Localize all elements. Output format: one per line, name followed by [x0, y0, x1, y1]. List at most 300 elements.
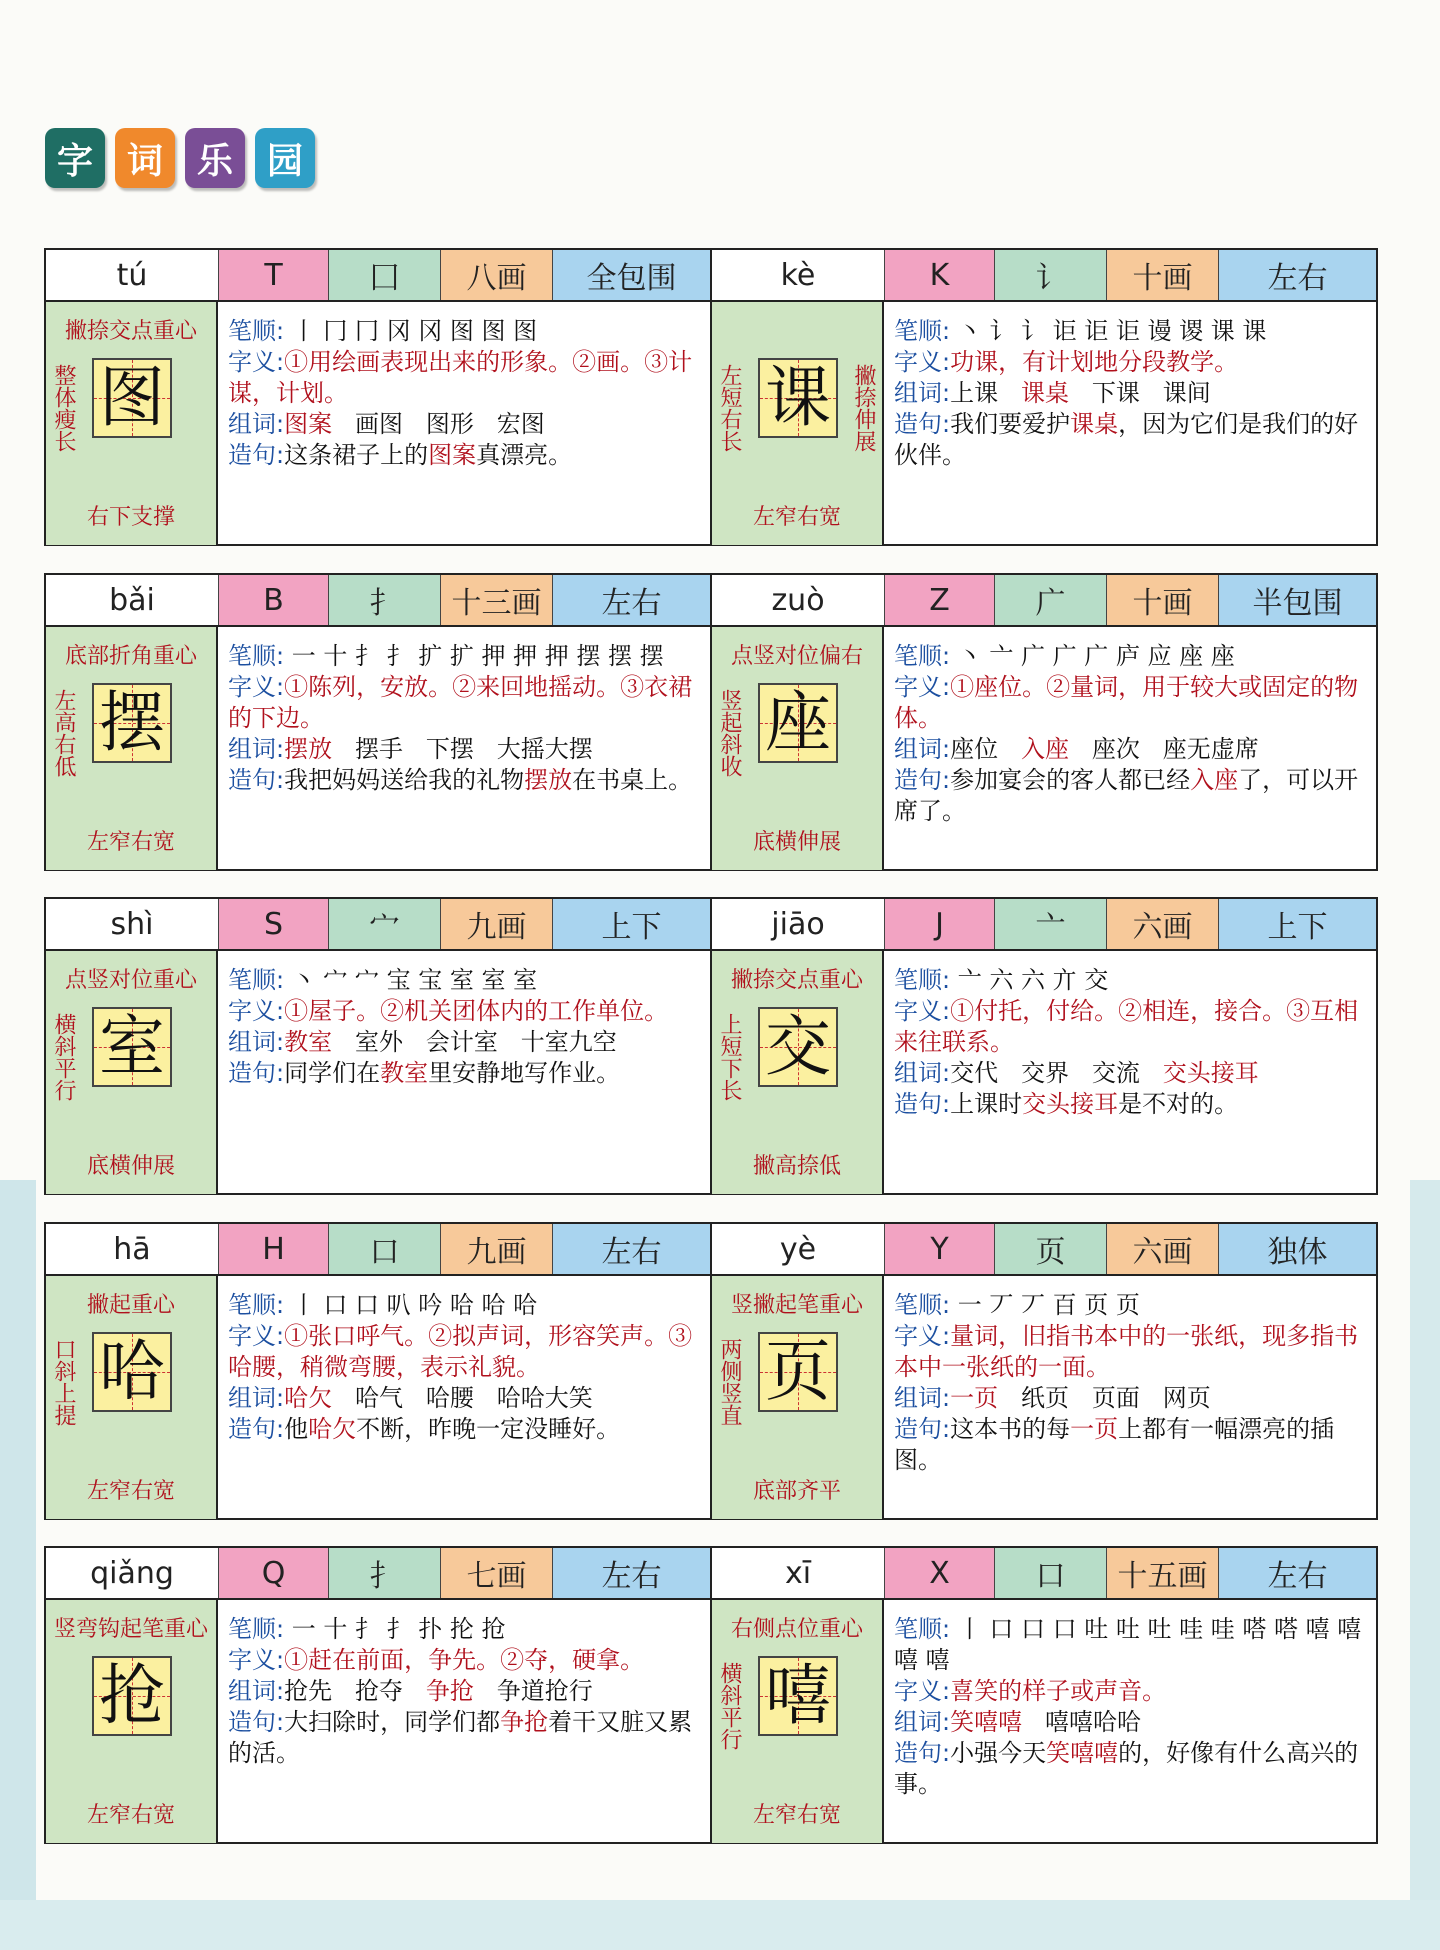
tip-left: 横斜平行 — [51, 1013, 76, 1101]
zuci-word: 交流 — [1091, 1059, 1140, 1087]
character-box — [92, 683, 172, 763]
zuci-word: 交界 — [1020, 1059, 1069, 1087]
pinyin: hā — [46, 1224, 218, 1274]
radical: 亠 — [994, 899, 1106, 949]
card-header — [712, 899, 1376, 951]
zuci-word: 哈欠 — [284, 1384, 333, 1412]
stroke-order: 丶 亠 广 广 广 庐 应 座 座 — [957, 642, 1235, 670]
writing-guide — [712, 1600, 884, 1843]
stroke-count: 十三画 — [440, 575, 552, 625]
character-details — [218, 1276, 710, 1519]
character-card — [710, 897, 1378, 1195]
zuci-word: 摆手 — [354, 735, 403, 763]
page-edge-left — [0, 1180, 36, 1950]
label-ziyi: 字义: — [894, 673, 951, 701]
initial-letter: X — [884, 1548, 994, 1598]
character-card — [710, 1222, 1378, 1520]
zuci-word: 下课 — [1091, 379, 1140, 407]
zaoju-segment: 他 — [284, 1415, 309, 1443]
stroke-order: 一 十 扌 扌 扑 抡 抢 — [291, 1615, 506, 1643]
stroke-order: 亠 六 六 亣 交 — [957, 966, 1109, 994]
tip-top: 底部折角重心 — [64, 644, 197, 669]
character: 页 — [765, 1333, 831, 1410]
label-zaoju: 造句: — [228, 1415, 285, 1443]
initial-letter: B — [218, 575, 328, 625]
pinyin: bǎi — [46, 575, 218, 625]
writing-guide — [712, 302, 884, 545]
zuci-word: 下摆 — [425, 735, 474, 763]
zuci-word: 图形 — [425, 410, 474, 438]
character-box — [92, 1656, 172, 1736]
character-details — [218, 627, 710, 870]
tip-bottom: 底部齐平 — [752, 1479, 841, 1504]
zuci-word: 课桌 — [1020, 379, 1069, 407]
structure: 上下 — [1218, 899, 1376, 949]
pinyin: zuò — [712, 575, 884, 625]
card-header — [46, 1548, 710, 1600]
pinyin: jiāo — [712, 899, 884, 949]
sentence-line — [228, 1414, 702, 1445]
radical: 广 — [994, 575, 1106, 625]
zaoju-segment: 交头接耳 — [1022, 1090, 1119, 1118]
meaning-line — [894, 347, 1368, 378]
zaoju-segment: 上都有一幅漂亮的插图。 — [894, 1415, 1335, 1474]
label-bishun: 笔顺: — [894, 642, 951, 670]
zaoju-segment: 参加宴会的客人都已经 — [950, 766, 1191, 794]
tip-top: 撇起重心 — [86, 1293, 175, 1318]
zaoju-segment: 着干又脏又累的活。 — [228, 1708, 693, 1767]
stroke-order-line — [894, 316, 1368, 347]
label-bishun: 笔顺: — [228, 966, 285, 994]
meaning: 喜笑的样子或声音。 — [950, 1677, 1167, 1705]
words-line — [228, 409, 702, 440]
radical: 囗 — [328, 250, 440, 300]
label-zaoju: 造句: — [228, 441, 285, 469]
page-edge-bottom — [0, 1900, 1440, 1950]
meaning-line — [228, 347, 702, 409]
initial-letter: Z — [884, 575, 994, 625]
label-zaoju: 造句: — [894, 410, 951, 438]
zuci-word: 一页 — [950, 1384, 999, 1412]
zaoju-segment: 我们要爱护 — [950, 410, 1071, 438]
stroke-order-line — [894, 1290, 1368, 1321]
tip-top: 竖弯钩起笔重心 — [53, 1617, 208, 1642]
character-card — [44, 897, 712, 1195]
label-ziyi: 字义: — [894, 1677, 951, 1705]
stroke-count: 六画 — [1106, 899, 1218, 949]
words-line — [894, 734, 1368, 765]
tip-bottom: 右下支撑 — [86, 505, 175, 530]
character-card — [44, 248, 712, 546]
writing-guide — [46, 951, 218, 1194]
character-box — [758, 1007, 838, 1087]
initial-letter: Y — [884, 1224, 994, 1274]
zuci-word: 十室九空 — [520, 1028, 617, 1056]
zuci-word: 抢先 — [284, 1677, 333, 1705]
character-box — [758, 1332, 838, 1412]
character-box — [758, 358, 838, 438]
stroke-order: 一 十 扌 扌 扩 扩 押 押 押 摆 摆 摆 — [291, 642, 664, 670]
character-card — [44, 1222, 712, 1520]
zuci-word: 入座 — [1020, 735, 1069, 763]
label-bishun: 笔顺: — [894, 966, 951, 994]
radical: 口 — [328, 1224, 440, 1274]
radical: 口 — [994, 1548, 1106, 1598]
character-details — [884, 627, 1376, 870]
zaoju-segment: 哈欠 — [308, 1415, 357, 1443]
character: 课 — [765, 359, 831, 436]
meaning: ①屋子。②机关团体内的工作单位。 — [284, 997, 669, 1025]
stroke-order-line — [228, 1290, 702, 1321]
tip-bottom: 左窄右宽 — [86, 830, 175, 855]
label-zuci: 组词: — [894, 1384, 951, 1412]
character-details — [218, 1600, 710, 1843]
writing-guide — [712, 951, 884, 1194]
character: 座 — [765, 684, 831, 761]
zaoju-segment: 笑嘻嘻 — [1046, 1739, 1119, 1767]
card-header — [712, 1224, 1376, 1276]
meaning-line — [894, 672, 1368, 734]
label-zuci: 组词: — [894, 1059, 951, 1087]
sentence-line — [894, 1414, 1368, 1476]
structure: 半包围 — [1218, 575, 1376, 625]
zuci-word: 抢夺 — [354, 1677, 403, 1705]
character: 摆 — [99, 684, 165, 761]
tip-left: 竖起斜收 — [717, 689, 742, 777]
radical: 扌 — [328, 575, 440, 625]
pinyin: kè — [712, 250, 884, 300]
label-zaoju: 造句: — [894, 766, 951, 794]
meaning-line — [228, 1321, 702, 1383]
label-bishun: 笔顺: — [894, 1291, 951, 1319]
stroke-order: 丶 宀 宀 宝 宝 室 室 室 — [291, 966, 538, 994]
zuci-word: 画图 — [354, 410, 403, 438]
label-zuci: 组词: — [228, 735, 285, 763]
stroke-order-line — [894, 1614, 1368, 1676]
stroke-count: 十五画 — [1106, 1548, 1218, 1598]
structure: 左右 — [1218, 250, 1376, 300]
tip-top: 撇捺交点重心 — [64, 319, 197, 344]
stroke-count: 九画 — [440, 899, 552, 949]
radical: 扌 — [328, 1548, 440, 1598]
zaoju-segment: 入座 — [1190, 766, 1239, 794]
zuci-word: 会计室 — [425, 1028, 498, 1056]
sentence-line — [228, 1058, 702, 1089]
zaoju-segment: 这本书的每 — [950, 1415, 1071, 1443]
character: 哈 — [99, 1333, 165, 1410]
zuci-word: 座位 — [950, 735, 999, 763]
initial-letter: K — [884, 250, 994, 300]
zaoju-segment: 在书桌上。 — [572, 766, 693, 794]
label-bishun: 笔顺: — [894, 1615, 951, 1643]
writing-guide — [46, 302, 218, 545]
zaoju-segment: 是不对的。 — [1118, 1090, 1239, 1118]
zuci-word: 图案 — [284, 410, 333, 438]
words-line — [894, 1383, 1368, 1414]
zaoju-segment: 摆放 — [524, 766, 573, 794]
meaning: 功课，有计划地分段教学。 — [950, 348, 1239, 376]
stroke-order: 丨 口 口 叭 吟 哈 哈 哈 — [291, 1291, 538, 1319]
structure: 左右 — [552, 575, 710, 625]
zuci-word: 争道抢行 — [496, 1677, 593, 1705]
label-zaoju: 造句: — [228, 766, 285, 794]
words-line — [228, 1676, 702, 1707]
character-box — [92, 1332, 172, 1412]
character-box — [758, 1656, 838, 1736]
character-card — [710, 248, 1378, 546]
words-line — [894, 378, 1368, 409]
initial-letter: S — [218, 899, 328, 949]
tip-left: 左短右长 — [717, 364, 742, 452]
sentence-line — [228, 765, 702, 796]
character-details — [884, 951, 1376, 1194]
label-bishun: 笔顺: — [228, 1615, 285, 1643]
section-title — [45, 128, 315, 188]
stroke-order: 丨 口 口 口 吐 吐 吐 哇 哇 嗒 嗒 嘻 嘻 嘻 嘻 — [894, 1615, 1362, 1674]
character: 嘻 — [765, 1657, 831, 1734]
structure: 左右 — [552, 1224, 710, 1274]
tip-bottom: 左窄右宽 — [86, 1479, 175, 1504]
zuci-word: 教室 — [284, 1028, 333, 1056]
sentence-line — [228, 440, 702, 471]
stroke-order-line — [228, 316, 702, 347]
character-details — [218, 951, 710, 1194]
sentence-line — [894, 1738, 1368, 1800]
zaoju-segment: ，因为它们是我们的好伙伴。 — [894, 410, 1359, 469]
character-box — [92, 358, 172, 438]
zuci-word: 室外 — [354, 1028, 403, 1056]
label-zuci: 组词: — [894, 379, 951, 407]
zuci-word: 摆放 — [284, 735, 333, 763]
label-bishun: 笔顺: — [228, 317, 285, 345]
writing-guide — [712, 627, 884, 870]
character-details — [884, 302, 1376, 545]
title-tile-4: 园 — [255, 128, 315, 188]
label-ziyi: 字义: — [894, 997, 951, 1025]
label-ziyi: 字义: — [228, 997, 285, 1025]
tip-left: 口斜上提 — [51, 1338, 76, 1426]
label-zuci: 组词: — [228, 1028, 285, 1056]
character-details — [884, 1600, 1376, 1843]
zaoju-segment: 不断，昨晚一定没睡好。 — [356, 1415, 621, 1443]
sentence-line — [894, 409, 1368, 471]
character: 图 — [99, 359, 165, 436]
tip-left: 横斜平行 — [717, 1662, 742, 1750]
zuci-word: 座次 — [1091, 735, 1140, 763]
radical: 讠 — [994, 250, 1106, 300]
structure: 全包围 — [552, 250, 710, 300]
character-card — [44, 1546, 712, 1844]
title-tile-2: 词 — [115, 128, 175, 188]
stroke-count: 九画 — [440, 1224, 552, 1274]
tip-bottom: 底横伸展 — [86, 1154, 175, 1179]
character-card — [710, 1546, 1378, 1844]
zaoju-segment: 图案 — [428, 441, 477, 469]
words-line — [894, 1058, 1368, 1089]
card-header — [46, 250, 710, 302]
tip-right: 撇捺伸展 — [851, 364, 876, 452]
stroke-order-line — [894, 965, 1368, 996]
zuci-word: 网页 — [1162, 1384, 1211, 1412]
zuci-word: 交代 — [950, 1059, 999, 1087]
pinyin: yè — [712, 1224, 884, 1274]
stroke-order: 丶 讠 讠 讵 讵 讵 谩 谡 课 课 — [957, 317, 1267, 345]
meaning: ①付托，付给。②相连，接合。③互相来往联系。 — [894, 997, 1359, 1056]
words-line — [228, 734, 702, 765]
stroke-count: 七画 — [440, 1548, 552, 1598]
zaoju-segment: 教室 — [380, 1059, 429, 1087]
sentence-line — [894, 765, 1368, 827]
pinyin: qiǎng — [46, 1548, 218, 1598]
zaoju-segment: 大扫除时，同学们都 — [284, 1708, 501, 1736]
meaning: ①陈列，安放。②来回地摇动。③衣裙的下边。 — [228, 673, 693, 732]
zaoju-segment: 这条裙子上的 — [284, 441, 429, 469]
tip-left: 上短下长 — [717, 1013, 742, 1101]
stroke-count: 十画 — [1106, 250, 1218, 300]
label-ziyi: 字义: — [228, 1646, 285, 1674]
zuci-word: 哈气 — [354, 1384, 403, 1412]
words-line — [228, 1383, 702, 1414]
stroke-order-line — [894, 641, 1368, 672]
card-header — [46, 1224, 710, 1276]
label-zaoju: 造句: — [894, 1739, 951, 1767]
stroke-count: 六画 — [1106, 1224, 1218, 1274]
stroke-order-line — [228, 641, 702, 672]
tip-top: 撇捺交点重心 — [730, 968, 863, 993]
zuci-word: 页面 — [1091, 1384, 1140, 1412]
words-line — [894, 1707, 1368, 1738]
tip-bottom: 左窄右宽 — [752, 505, 841, 530]
zaoju-segment: 争抢 — [500, 1708, 549, 1736]
meaning: ①用绘画表现出来的形象。②画。③计谋，计划。 — [228, 348, 693, 407]
zuci-word: 哈哈大笑 — [496, 1384, 593, 1412]
initial-letter: Q — [218, 1548, 328, 1598]
character: 室 — [99, 1008, 165, 1085]
zuci-word: 争抢 — [425, 1677, 474, 1705]
zaoju-segment: 小强今天 — [950, 1739, 1047, 1767]
pinyin: shì — [46, 899, 218, 949]
zaoju-segment: 了，可以开席了。 — [894, 766, 1359, 825]
zaoju-segment: 真漂亮。 — [476, 441, 573, 469]
structure: 上下 — [552, 899, 710, 949]
meaning-line — [228, 1645, 702, 1676]
character-box — [92, 1007, 172, 1087]
meaning: 量词，旧指书本中的一张纸，现多指书本中一张纸的一面。 — [894, 1322, 1359, 1381]
label-zuci: 组词: — [894, 1708, 951, 1736]
stroke-order-line — [228, 965, 702, 996]
writing-guide — [46, 627, 218, 870]
label-ziyi: 字义: — [228, 673, 285, 701]
zuci-word: 上课 — [950, 379, 999, 407]
writing-guide — [46, 1600, 218, 1843]
zaoju-segment: 一页 — [1070, 1415, 1119, 1443]
sentence-line — [894, 1089, 1368, 1120]
zuci-word: 大摇大摆 — [496, 735, 593, 763]
character-details — [884, 1276, 1376, 1519]
radical: 宀 — [328, 899, 440, 949]
card-header — [46, 575, 710, 627]
stroke-count: 八画 — [440, 250, 552, 300]
meaning-line — [894, 1676, 1368, 1707]
initial-letter: J — [884, 899, 994, 949]
tip-bottom: 撇高捺低 — [752, 1154, 841, 1179]
zaoju-segment: 我把妈妈送给我的礼物 — [284, 766, 525, 794]
initial-letter: H — [218, 1224, 328, 1274]
label-bishun: 笔顺: — [228, 642, 285, 670]
card-header — [712, 575, 1376, 627]
character-card — [710, 573, 1378, 871]
zaoju-segment: 里安静地写作业。 — [428, 1059, 621, 1087]
pinyin: xī — [712, 1548, 884, 1598]
character: 交 — [765, 1008, 831, 1085]
meaning-line — [228, 672, 702, 734]
tip-bottom: 左窄右宽 — [86, 1803, 175, 1828]
tip-bottom: 左窄右宽 — [752, 1803, 841, 1828]
initial-letter: T — [218, 250, 328, 300]
zuci-word: 座无虚席 — [1162, 735, 1259, 763]
card-header — [712, 250, 1376, 302]
zuci-word: 课间 — [1162, 379, 1211, 407]
title-tile-1: 字 — [45, 128, 105, 188]
zuci-word: 纸页 — [1020, 1384, 1069, 1412]
label-zuci: 组词: — [228, 410, 285, 438]
writing-guide — [712, 1276, 884, 1519]
tip-bottom: 底横伸展 — [752, 830, 841, 855]
character-details — [218, 302, 710, 545]
label-zaoju: 造句: — [894, 1415, 951, 1443]
card-header — [46, 899, 710, 951]
label-zuci: 组词: — [228, 1677, 285, 1705]
label-ziyi: 字义: — [894, 1322, 951, 1350]
zuci-word: 哈腰 — [425, 1384, 474, 1412]
zaoju-segment: 的，好像有什么高兴的事。 — [894, 1739, 1359, 1798]
character-card — [44, 573, 712, 871]
sentence-line — [228, 1707, 702, 1769]
zaoju-segment: 课桌 — [1070, 410, 1119, 438]
meaning: ①张口呼气。②拟声词，形容笑声。③哈腰，稍微弯腰，表示礼貌。 — [228, 1322, 693, 1381]
zuci-word: 宏图 — [496, 410, 545, 438]
meaning-line — [894, 996, 1368, 1058]
zuci-word: 笑嘻嘻 — [950, 1708, 1023, 1736]
radical: 页 — [994, 1224, 1106, 1274]
writing-guide — [46, 1276, 218, 1519]
stroke-count: 十画 — [1106, 575, 1218, 625]
label-zaoju: 造句: — [894, 1090, 951, 1118]
label-zuci: 组词: — [894, 735, 951, 763]
meaning: ①赶在前面，争先。②夺，硬拿。 — [284, 1646, 645, 1674]
tip-top: 竖撇起笔重心 — [730, 1293, 863, 1318]
label-zaoju: 造句: — [228, 1059, 285, 1087]
character-box — [758, 683, 838, 763]
character: 抢 — [99, 1657, 165, 1734]
pinyin: tú — [46, 250, 218, 300]
label-ziyi: 字义: — [228, 348, 285, 376]
label-ziyi: 字义: — [228, 1322, 285, 1350]
tip-left: 整体瘦长 — [51, 364, 76, 452]
page-edge-right — [1410, 1180, 1440, 1950]
label-ziyi: 字义: — [894, 348, 951, 376]
meaning-line — [228, 996, 702, 1027]
stroke-order: 一 丆 丆 百 页 页 — [957, 1291, 1140, 1319]
tip-top: 点竖对位重心 — [64, 968, 197, 993]
title-tile-3: 乐 — [185, 128, 245, 188]
structure: 左右 — [1218, 1548, 1376, 1598]
stroke-order: 丨 冂 冂 冈 冈 图 图 图 — [291, 317, 538, 345]
structure: 左右 — [552, 1548, 710, 1598]
label-zuci: 组词: — [228, 1384, 285, 1412]
meaning-line — [894, 1321, 1368, 1383]
label-bishun: 笔顺: — [228, 1291, 285, 1319]
